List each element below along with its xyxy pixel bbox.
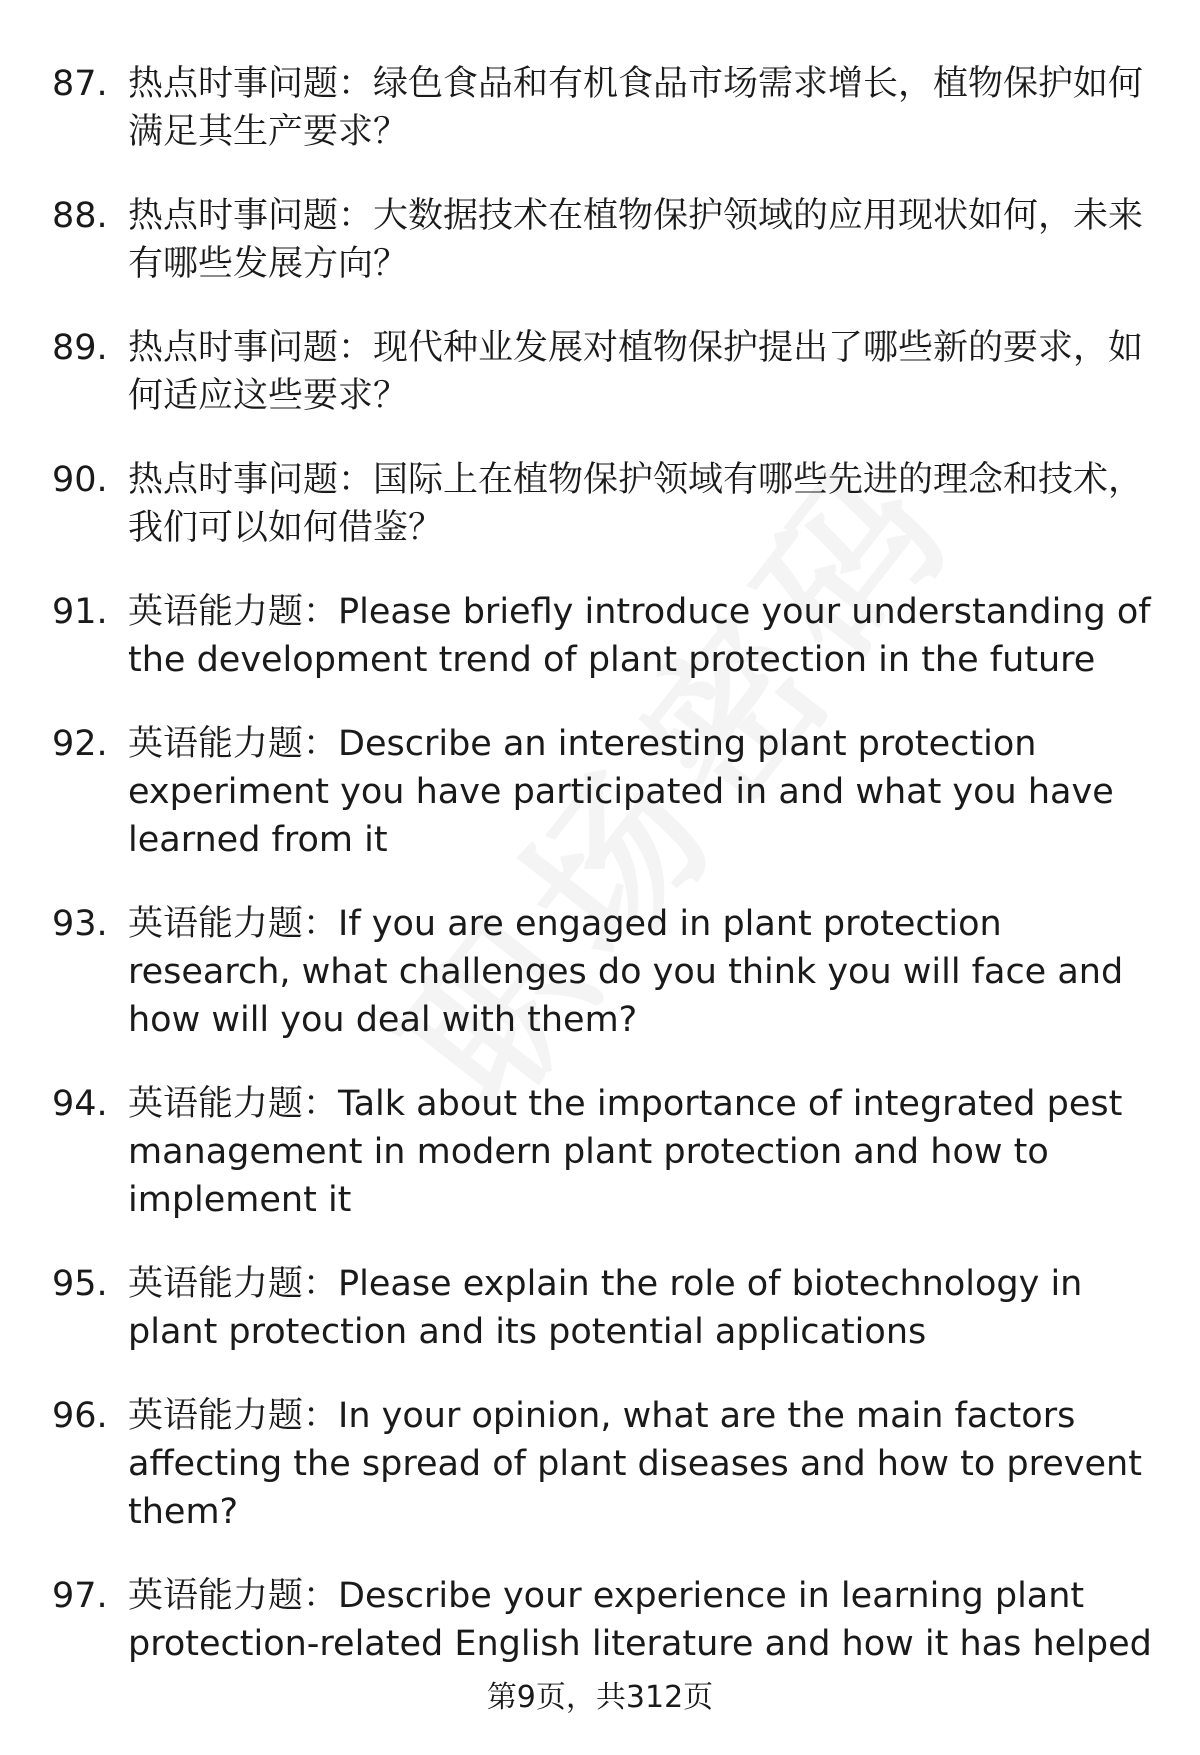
question-body: 绿色食品和有机食品市场需求增长，植物保护如何满足其生产要求？ <box>128 64 1144 152</box>
question-text <box>128 588 1152 684</box>
question-text <box>128 456 1152 552</box>
page-footer: 第9页，共312页 <box>486 1680 714 1715</box>
question-item <box>52 720 1152 864</box>
question-body: 现代种业发展对植物保护提出了哪些新的要求，如何适应这些要求？ <box>128 328 1144 416</box>
question-item <box>52 324 1152 420</box>
question-category: 英语能力题： <box>128 724 339 764</box>
question-text <box>128 720 1152 864</box>
question-number: 95. <box>52 1264 108 1304</box>
question-category: 英语能力题： <box>128 1576 339 1616</box>
question-text <box>128 900 1152 1044</box>
question-item <box>52 192 1152 288</box>
question-item <box>52 60 1152 156</box>
question-list <box>52 60 1152 1704</box>
question-body: If you are engaged in plant protection research, what challenges do you think you will face and how will you deal with them? <box>128 904 1124 1040</box>
question-category: 热点时事问题： <box>128 460 374 500</box>
question-number: 91. <box>52 592 108 632</box>
question-item <box>52 1080 1152 1224</box>
question-number: 97. <box>52 1576 108 1616</box>
question-item <box>52 1260 1152 1356</box>
question-body: Please briefly introduce your understanding of the development trend of plant protection in the future <box>128 592 1151 680</box>
question-body: In your opinion, what are the main factors affecting the spread of plant diseases and how to prevent them? <box>128 1396 1142 1532</box>
question-item <box>52 588 1152 684</box>
question-category: 热点时事问题： <box>128 64 374 104</box>
question-category: 英语能力题： <box>128 592 339 632</box>
question-category: 热点时事问题： <box>128 328 374 368</box>
question-text <box>128 192 1152 288</box>
question-category: 英语能力题： <box>128 1396 339 1436</box>
question-body: 国际上在植物保护领域有哪些先进的理念和技术，我们可以如何借鉴？ <box>128 460 1144 548</box>
question-item <box>52 456 1152 552</box>
question-number: 92. <box>52 724 108 764</box>
question-item <box>52 1392 1152 1536</box>
question-category: 英语能力题： <box>128 1264 339 1304</box>
question-body: Describe an interesting plant protection experiment you have participated in and what you have learned from it <box>128 724 1114 860</box>
question-number: 89. <box>52 328 108 368</box>
question-text <box>128 1080 1152 1224</box>
question-text <box>128 324 1152 420</box>
question-body: Talk about the importance of integrated pest management in modern plant protection and how to implement it <box>128 1084 1123 1220</box>
question-number: 87. <box>52 64 108 104</box>
question-body: 大数据技术在植物保护领域的应用现状如何，未来有哪些发展方向？ <box>128 196 1144 284</box>
question-text <box>128 1392 1152 1536</box>
question-number: 90. <box>52 460 108 500</box>
question-number: 88. <box>52 196 108 236</box>
question-text <box>128 1260 1152 1356</box>
question-text <box>128 1572 1152 1668</box>
question-body: Describe your experience in learning plant protection-related English literature and how it has helped <box>128 1576 1152 1664</box>
question-category: 英语能力题： <box>128 1084 339 1124</box>
question-category: 英语能力题： <box>128 904 339 944</box>
question-number: 96. <box>52 1396 108 1436</box>
question-category: 热点时事问题： <box>128 196 374 236</box>
question-text <box>128 60 1152 156</box>
question-item <box>52 1572 1152 1668</box>
question-body: Please explain the role of biotechnology in plant protection and its potential applications <box>128 1264 1083 1352</box>
question-number: 93. <box>52 904 108 944</box>
question-item <box>52 900 1152 1044</box>
question-number: 94. <box>52 1084 108 1124</box>
